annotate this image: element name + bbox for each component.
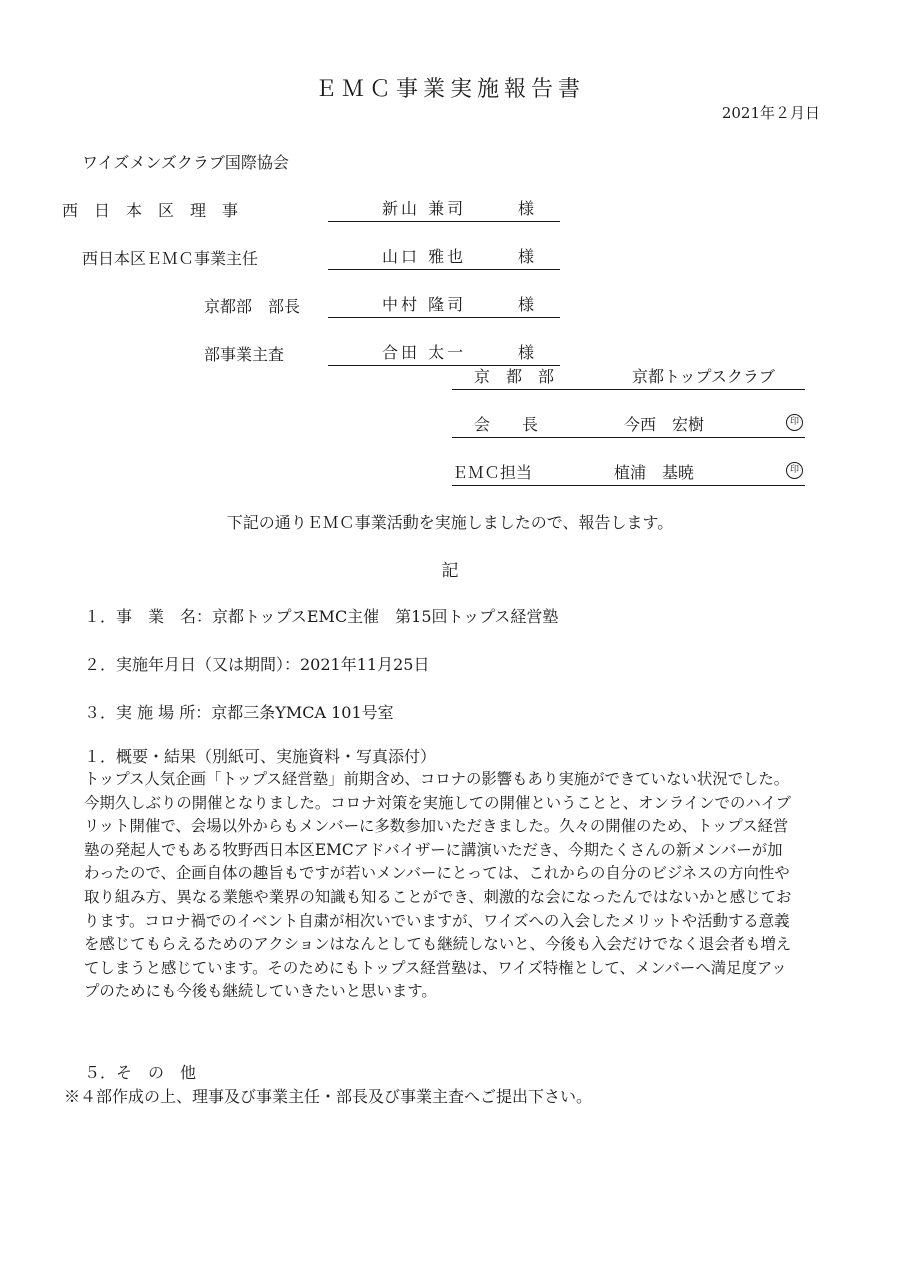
item-event-name: １．事 業 名：京都トップスEMC主催 第15回トップス経営塾	[84, 607, 559, 626]
sender-emc-label: ＥＭＣ担当	[452, 460, 600, 486]
summary-line: 塾の発起人でもある牧野西日本区EMCアドバイザーに講演いただき、今期たくさんの新メンバーが加	[84, 840, 783, 859]
sender-club-name: 京都トップスクラブ	[600, 364, 805, 390]
summary-body	[84, 768, 824, 1004]
ki-heading: 記	[441, 561, 459, 581]
sender-emc-name: 植浦 基暁	[614, 463, 695, 482]
organization-name: ワイズメンズクラブ国際協会	[82, 153, 289, 172]
addressee-line-1	[328, 196, 560, 222]
summary-line: わったので、企画自体の趣旨もですが若いメンバーにとっては、これからの自分のビジネスの方向性や	[84, 864, 790, 883]
addressee-title-2: 西日本区ＥＭＣ事業主任	[82, 249, 259, 268]
item-event-date: ２．実施年月日（又は期間）：2021年11月25日	[84, 655, 430, 674]
seal-stamp-icon: 印	[786, 462, 803, 479]
addressee-honorific-3: 様	[518, 295, 535, 314]
item-other-heading: ５．そ の 他	[84, 1063, 197, 1082]
seal-stamp-icon: 印	[786, 414, 803, 431]
addressee-line-2	[328, 244, 560, 270]
summary-line: プのためにも今後も継続していきたいと思います。	[84, 982, 437, 1001]
intro-sentence: 下記の通りＥＭＣ事業活動を実施しましたので、報告します。	[226, 513, 674, 532]
addressee-name-3: 中村 隆司	[382, 295, 467, 314]
addressee-honorific-1: 様	[518, 199, 535, 218]
summary-line: 取り組み方、異なる業態や業界の知識も知ることができ、刺激的な会になったんではないかと感じてお	[84, 887, 792, 906]
sender-emc-field	[600, 460, 805, 486]
addressee-line-3	[328, 292, 560, 318]
addressee-title-1: 西 日 本 区 理 事	[62, 201, 239, 220]
addressee-name-1: 新山 兼司	[382, 199, 467, 218]
addressee-title-4: 部事業主査	[204, 345, 285, 364]
item-event-place: ３．実 施 場 所：京都三条YMCA 101号室	[84, 703, 394, 722]
document-title: ＥＭＣ事業実施報告書	[314, 77, 585, 102]
submission-note: ※４部作成の上、理事及び事業主任・部長及び事業主査へご提出下さい。	[64, 1087, 593, 1106]
summary-line: ります。コロナ禍でのイベント自粛が相次いでいますが、ワイズへの入会したメリットや活動する意義	[84, 911, 790, 930]
item-summary-heading: １．概要・結果（別紙可、実施資料・写真添付）	[84, 747, 437, 766]
summary-line: リット開催で、会場以外からもメンバーに多数参加いただきました。久々の開催のため、トップス経営	[84, 817, 789, 836]
addressee-honorific-2: 様	[518, 247, 535, 266]
summary-line: を感じてもらえるためのアクションはなんとしても継続しないと、今後も入会だけでなく退会者も増え	[84, 935, 792, 954]
summary-line: てしまうと感じています。そのためにもトップス経営塾は、ワイズ特権として、メンバーへ満足度アッ	[84, 958, 787, 977]
addressee-title-3: 京都部 部長	[204, 297, 301, 316]
sender-president-field	[600, 412, 805, 438]
summary-line: 今期久しぶりの開催となりました。コロナ対策を実施しての開催ということと、オンラインでのハイブ	[84, 793, 792, 812]
summary-line: トップス人気企画「トップス経営塾」前期含め、コロナの影響もあり実施ができていない状況でした。	[84, 770, 790, 788]
addressee-name-4: 合田 太一	[382, 343, 467, 362]
addressee-line-4	[328, 340, 560, 366]
addressee-honorific-4: 様	[518, 343, 535, 362]
addressee-name-2: 山口 雅也	[382, 247, 467, 266]
sender-district-label: 京 都 部	[452, 364, 600, 390]
sender-president-label: 会 長	[452, 412, 600, 438]
report-date: 2021年２月日	[721, 104, 820, 122]
sender-president-name: 今西 宏樹	[624, 415, 705, 434]
